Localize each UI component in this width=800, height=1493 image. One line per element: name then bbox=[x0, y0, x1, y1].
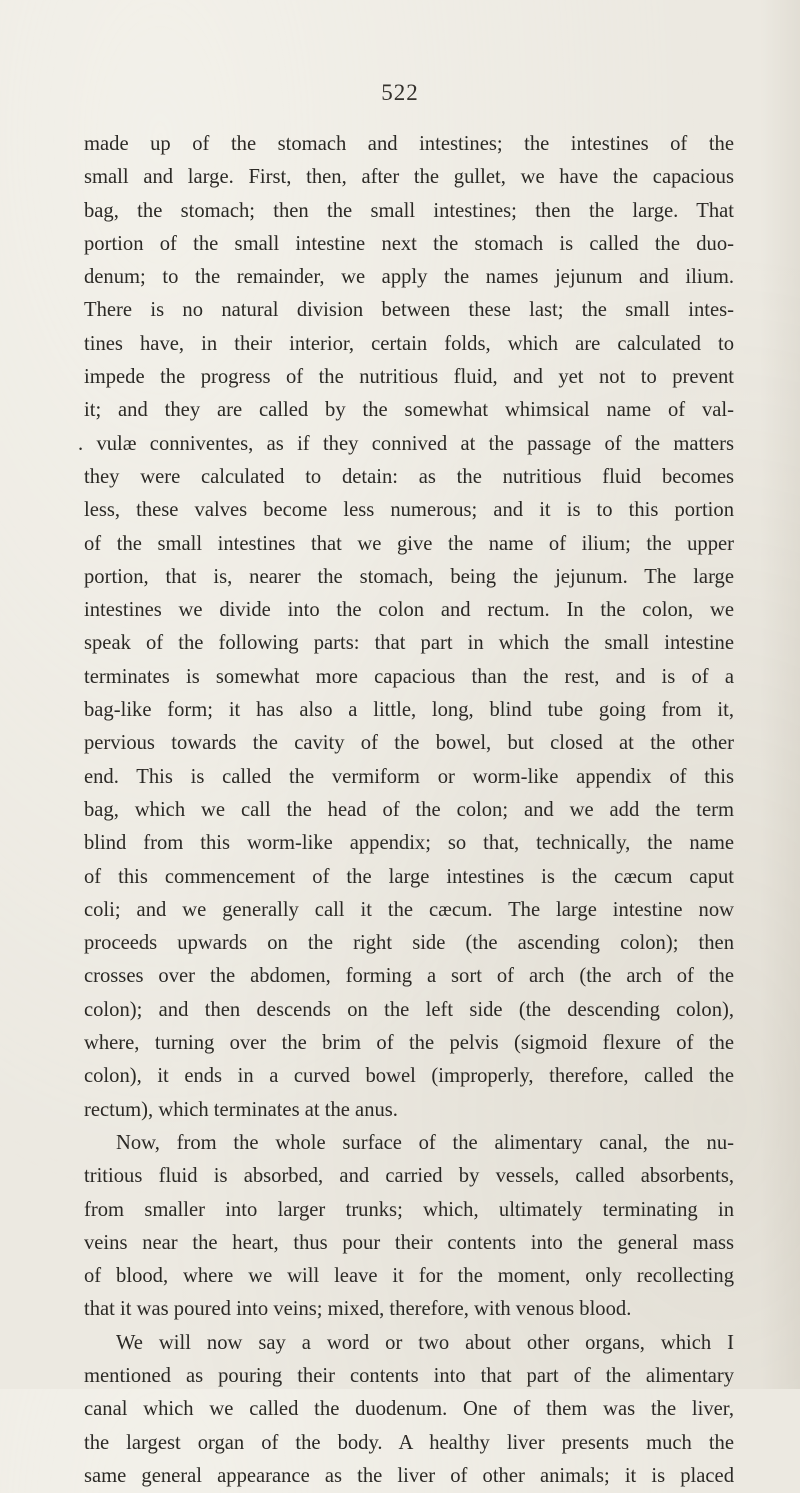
text-line: mentioned as pouring their contents into that part of the alimentary bbox=[84, 1364, 734, 1387]
text-line: bag, which we call the head of the colon; and we add the term bbox=[84, 798, 734, 821]
text-line: veins near the heart, thus pour their contents into the general mass bbox=[84, 1231, 734, 1254]
text-line: tines have, in their interior, certain folds, which are calculated to bbox=[84, 332, 734, 355]
text-line: proceeds upwards on the right side (the ascending colon); then bbox=[84, 932, 734, 955]
text-line: the largest organ of the body. A healthy liver presents much the bbox=[84, 1431, 734, 1454]
text-line: they were calculated to detain: as the nutritious fluid becomes bbox=[84, 465, 734, 488]
text-line: blind from this worm-like appendix; so that, technically, the name bbox=[84, 832, 734, 855]
text-line: it; and they are called by the somewhat whimsical name of val- bbox=[84, 399, 734, 422]
text-line: from smaller into larger trunks; which, ultimately terminating in bbox=[84, 1198, 734, 1221]
text-line: terminates is somewhat more capacious than the rest, and is of a bbox=[84, 665, 734, 688]
text-line: portion, that is, nearer the stomach, being the jejunum. The large bbox=[84, 565, 734, 588]
page-number: 522 bbox=[381, 80, 419, 105]
text-line: Now, from the whole surface of the alimentary canal, the nu- bbox=[116, 1131, 734, 1154]
text-line: portion of the small intestine next the stomach is called the duo- bbox=[84, 232, 734, 255]
text-line: end. This is called the vermiform or worm-like appendix of this bbox=[84, 765, 734, 788]
text-line: where, turning over the brim of the pelvis (sigmoid flexure of the bbox=[84, 1032, 734, 1055]
text-line: that it was poured into veins; mixed, therefore, with venous blood. bbox=[84, 1298, 632, 1321]
text-line: of blood, where we will leave it for the moment, only recollecting bbox=[84, 1265, 734, 1288]
text-line: canal which we called the duodenum. One of them was the liver, bbox=[84, 1398, 734, 1421]
text-line: less, these valves become less numerous; and it is to this portion bbox=[84, 499, 734, 522]
text-line: coli; and we generally call it the cæcum. The large intestine now bbox=[84, 898, 734, 921]
text-line: intestines we divide into the colon and rectum. In the colon, we bbox=[84, 599, 734, 622]
text-line: of this commencement of the large intestines is the cæcum caput bbox=[84, 865, 734, 888]
text-line: We will now say a word or two about other organs, which I bbox=[116, 1331, 734, 1354]
text-line: same general appearance as the liver of other animals; it is placed bbox=[84, 1464, 734, 1487]
text-line: colon), it ends in a curved bowel (improperly, therefore, called the bbox=[84, 1065, 734, 1088]
text-line: tritious fluid is absorbed, and carried by vessels, called absorbents, bbox=[84, 1165, 734, 1188]
text-line: crosses over the abdomen, forming a sort of arch (the arch of the bbox=[84, 965, 734, 988]
text-line: . vulæ conniventes, as if they connived at the passage of the matters bbox=[78, 432, 734, 455]
text-line: rectum), which terminates at the anus. bbox=[84, 1098, 398, 1121]
body-text bbox=[78, 128, 734, 1493]
text-line: pervious towards the cavity of the bowel, but closed at the other bbox=[84, 732, 734, 755]
text-line: made up of the stomach and intestines; the intestines of the bbox=[84, 133, 734, 155]
text-line: bag-like form; it has also a little, long, blind tube going from it, bbox=[84, 699, 734, 722]
text-line: There is no natural division between these last; the small intes- bbox=[84, 299, 734, 322]
text-line: impede the progress of the nutritious fluid, and yet not to prevent bbox=[84, 366, 734, 389]
text-line: small and large. First, then, after the gullet, we have the capacious bbox=[84, 166, 734, 189]
text-line: colon); and then descends on the left side (the descending colon), bbox=[84, 998, 734, 1021]
text-line: bag, the stomach; then the small intestines; then the large. That bbox=[84, 199, 734, 222]
text-line: speak of the following parts: that part in which the small intestine bbox=[84, 632, 734, 655]
text-line: of the small intestines that we give the name of ilium; the upper bbox=[84, 532, 734, 555]
page-edge-shading bbox=[760, 0, 800, 1389]
text-line: denum; to the remainder, we apply the names jejunum and ilium. bbox=[84, 266, 734, 289]
